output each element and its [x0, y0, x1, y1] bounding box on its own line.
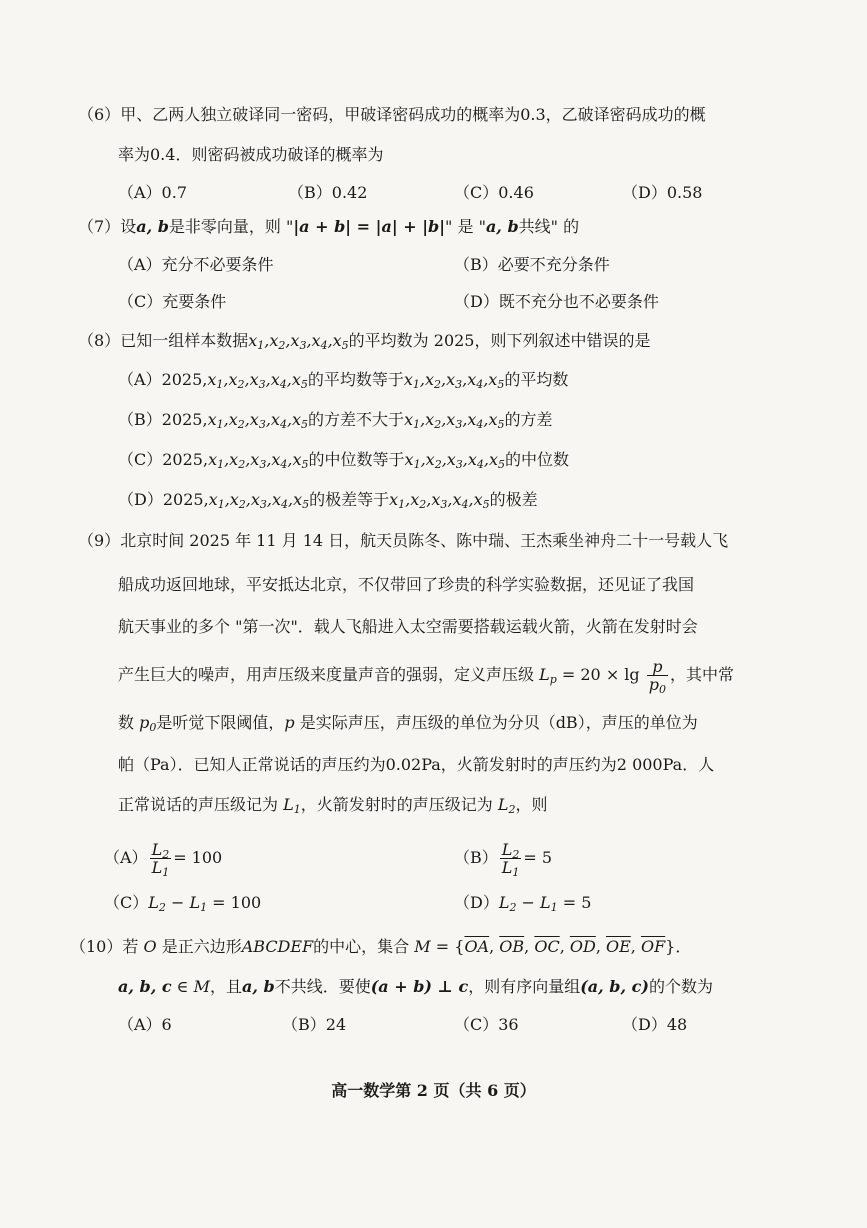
option-a — [104, 838, 222, 878]
hexagon-name: ABCDEF — [241, 937, 314, 956]
option-d: （D）既不充分也不必要条件 — [454, 292, 659, 311]
option-c: （C）36 — [454, 1015, 519, 1034]
option-label: （C） — [118, 450, 163, 469]
option-b — [454, 838, 552, 878]
option-b: （B）必要不充分条件 — [454, 255, 610, 274]
option-text: = 5 — [562, 893, 592, 912]
question-10-line-2: a, b, c ∈ M，且a, b不共线．要使(a + b) ⊥ c，则有序向量组(a, b, c)的个数为 — [118, 977, 713, 996]
option-d: $(D)2025,x_1,x_2,x_3,x_4,x_5$的极差等于$x_1,x_2,x_3,x_4,x_5$的极差 — [118, 490, 538, 511]
option-b: $(B)2025,x_1,x_2,x_3,x_4,x_5$的方差不大于$x_1,x_2,x_3,x_4,x_5$的方差 — [118, 410, 553, 431]
question-9-line-6: 帕（Pa）．已知人正常说话的声压约为0.02Pa，火箭发射时的声压约为2 000Pa．人 — [118, 755, 715, 774]
perp-condition: (a + b) ⊥ c — [370, 977, 469, 996]
abc-in-m: a, b, c — [118, 977, 172, 996]
question-text: 数 — [118, 713, 135, 732]
question-text: 率为0.4．则密码被成功破译的概率为 — [118, 145, 384, 164]
var-l1: $L_1$ — [278, 795, 301, 816]
option-d: （D）48 — [622, 1015, 688, 1034]
option-label: （A） — [118, 370, 162, 389]
question-9-line-7 — [118, 786, 547, 824]
option-text: 的极差等于 — [309, 490, 390, 509]
set-m-expr: $M = \{\overline{OA}$, $\overline{OB}$, $\overline{OC}$, $\overline{OD}$, $\overline{OE}$, $\overline{OF}$}． — [414, 937, 692, 956]
sample-data-expr: $x_1,x_2,x_3,x_4,x_5$ — [248, 331, 349, 352]
question-text: 的平均数为 2025，则下列叙述中错误的是 — [348, 331, 651, 350]
var-l2: $L_2$ — [492, 795, 516, 816]
question-7 — [78, 208, 579, 246]
option-c: （C）0.46 — [454, 183, 534, 202]
question-text: 是正六边形 — [161, 937, 242, 956]
option-text: = 100 — [212, 893, 262, 912]
fraction-l2-over-l1: $\frac{L_2}{L_1}$ — [501, 840, 520, 879]
option-label: （D） — [118, 490, 163, 509]
option-text: 2025, — [161, 370, 208, 389]
question-text: ，其中常 — [670, 665, 735, 684]
option-label: （B） — [118, 410, 162, 429]
question-text: ，火箭发射时的声压级记为 — [300, 795, 493, 814]
option-text: 的方差不大于 — [308, 410, 405, 429]
option-text: 的方差 — [504, 410, 553, 429]
question-10 — [70, 928, 691, 966]
question-6-continuation — [118, 136, 383, 174]
question-number: （6） — [78, 105, 121, 124]
question-text: 的个数为 — [648, 977, 713, 996]
question-text: " 是 " — [445, 217, 486, 236]
option-text: 的中位数等于 — [308, 450, 405, 469]
option-a: （A）6 — [118, 1015, 172, 1034]
question-number: （9） — [78, 531, 121, 550]
var-o: O — [138, 937, 162, 956]
question-9-line-3: 航天事业的多个 "第一次"．载人飞船进入太空需要搭载运载火箭，火箭在发射时会 — [118, 617, 698, 636]
question-number: （7） — [78, 217, 121, 236]
option-text: = 100 — [173, 848, 223, 867]
option-text: 2025, — [162, 490, 209, 509]
option-label: （C） — [104, 893, 149, 912]
option-b: （B）0.42 — [288, 183, 368, 202]
option-text: 2025, — [162, 450, 209, 469]
vectors-ab: a, b — [485, 217, 519, 236]
question-text: ，则有序向量组 — [468, 977, 581, 996]
option-text: = 5 — [523, 848, 553, 867]
question-8 — [78, 322, 650, 360]
question-text: 的中心，集合 — [313, 937, 410, 956]
question-text: 不共线．要使 — [274, 977, 371, 996]
question-9-line-4 — [118, 656, 734, 694]
question-text: 是听觉下限阈值， — [156, 713, 285, 732]
vectors-ab: a, b — [242, 977, 275, 996]
question-9-line-2: 船成功返回地球，平安抵达北京，不仅带回了珍贵的科学实验数据，还见证了我国 — [118, 575, 695, 594]
page-footer: 高一数学第 2 页（共 6 页） — [331, 1081, 536, 1100]
fraction-p-over-p0: $\frac{p}{p_0}$ — [648, 657, 667, 696]
var-p0: $p_0$ — [134, 713, 157, 734]
question-text: 若 — [122, 937, 139, 956]
option-c: $(C)L_2 - L_1 = 100$ — [104, 893, 262, 914]
option-c: $(C)2025,x_1,x_2,x_3,x_4,x_5$的中位数等于$x_1,x_2,x_3,x_4,x_5$的中位数 — [118, 450, 570, 471]
option-label: （A） — [104, 848, 148, 867]
option-text: 的极差 — [489, 490, 538, 509]
question-text: 甲、乙两人独立破译同一密码，甲破译密码成功的概率为0.3，乙破译密码成功的概 — [120, 105, 706, 124]
question-text: 已知一组样本数据 — [120, 331, 249, 350]
option-c: （C）充要条件 — [118, 292, 227, 311]
condition-expression: |a + b| = |a| + |b| — [293, 217, 446, 236]
question-text: ，且 — [209, 977, 242, 996]
question-text: 设 — [120, 217, 137, 236]
fraction-l2-over-l1: $\frac{L_2}{L_1}$ — [151, 840, 170, 879]
option-text: 的平均数 — [504, 370, 569, 389]
question-text: 北京时间 2025 年 11 月 14 日，航天员陈冬、陈中瑞、王杰乘坐神舟二十一号载人飞 — [120, 531, 729, 550]
question-text: 是非零向量，则 " — [168, 217, 294, 236]
question-9-line-5 — [118, 704, 698, 742]
option-b: （B）24 — [282, 1015, 347, 1034]
question-number: （10） — [70, 937, 123, 956]
question-text: ，则 — [515, 795, 548, 814]
option-text: 的中位数 — [505, 450, 570, 469]
option-text: 的平均数等于 — [307, 370, 404, 389]
ordered-triple: (a, b, c) — [580, 977, 649, 996]
option-d: （D）0.58 — [622, 183, 703, 202]
question-6 — [78, 96, 706, 134]
formula-text: = 20 × lg — [561, 665, 640, 684]
question-text: 共线" 的 — [518, 217, 580, 236]
question-text: 正常说话的声压级记为 — [118, 795, 279, 814]
var-p: p — [284, 713, 300, 732]
question-text: 产生巨大的噪声，用声压级来度量声音的强弱，定义声压级 — [118, 665, 535, 684]
vectors-ab: a, b — [136, 217, 169, 236]
option-label: （B） — [454, 848, 498, 867]
option-a: （A）充分不必要条件 — [118, 255, 274, 274]
option-text: 2025, — [161, 410, 208, 429]
option-a: $(A)2025,x_1,x_2,x_3,x_4,x_5$的平均数等于$x_1,x_2,x_3,x_4,x_5$的平均数 — [118, 370, 569, 391]
question-text: 是实际声压，声压级的单位为分贝（dB），声压的单位为 — [299, 713, 698, 732]
question-9 — [78, 522, 728, 560]
option-a: （A）0.7 — [118, 183, 188, 202]
formula-lp: $L_p$ — [539, 665, 557, 686]
option-d: $(D)L_2 - L_1 = 5$ — [454, 893, 592, 914]
question-number: （8） — [78, 331, 121, 350]
option-label: （D） — [454, 893, 499, 912]
